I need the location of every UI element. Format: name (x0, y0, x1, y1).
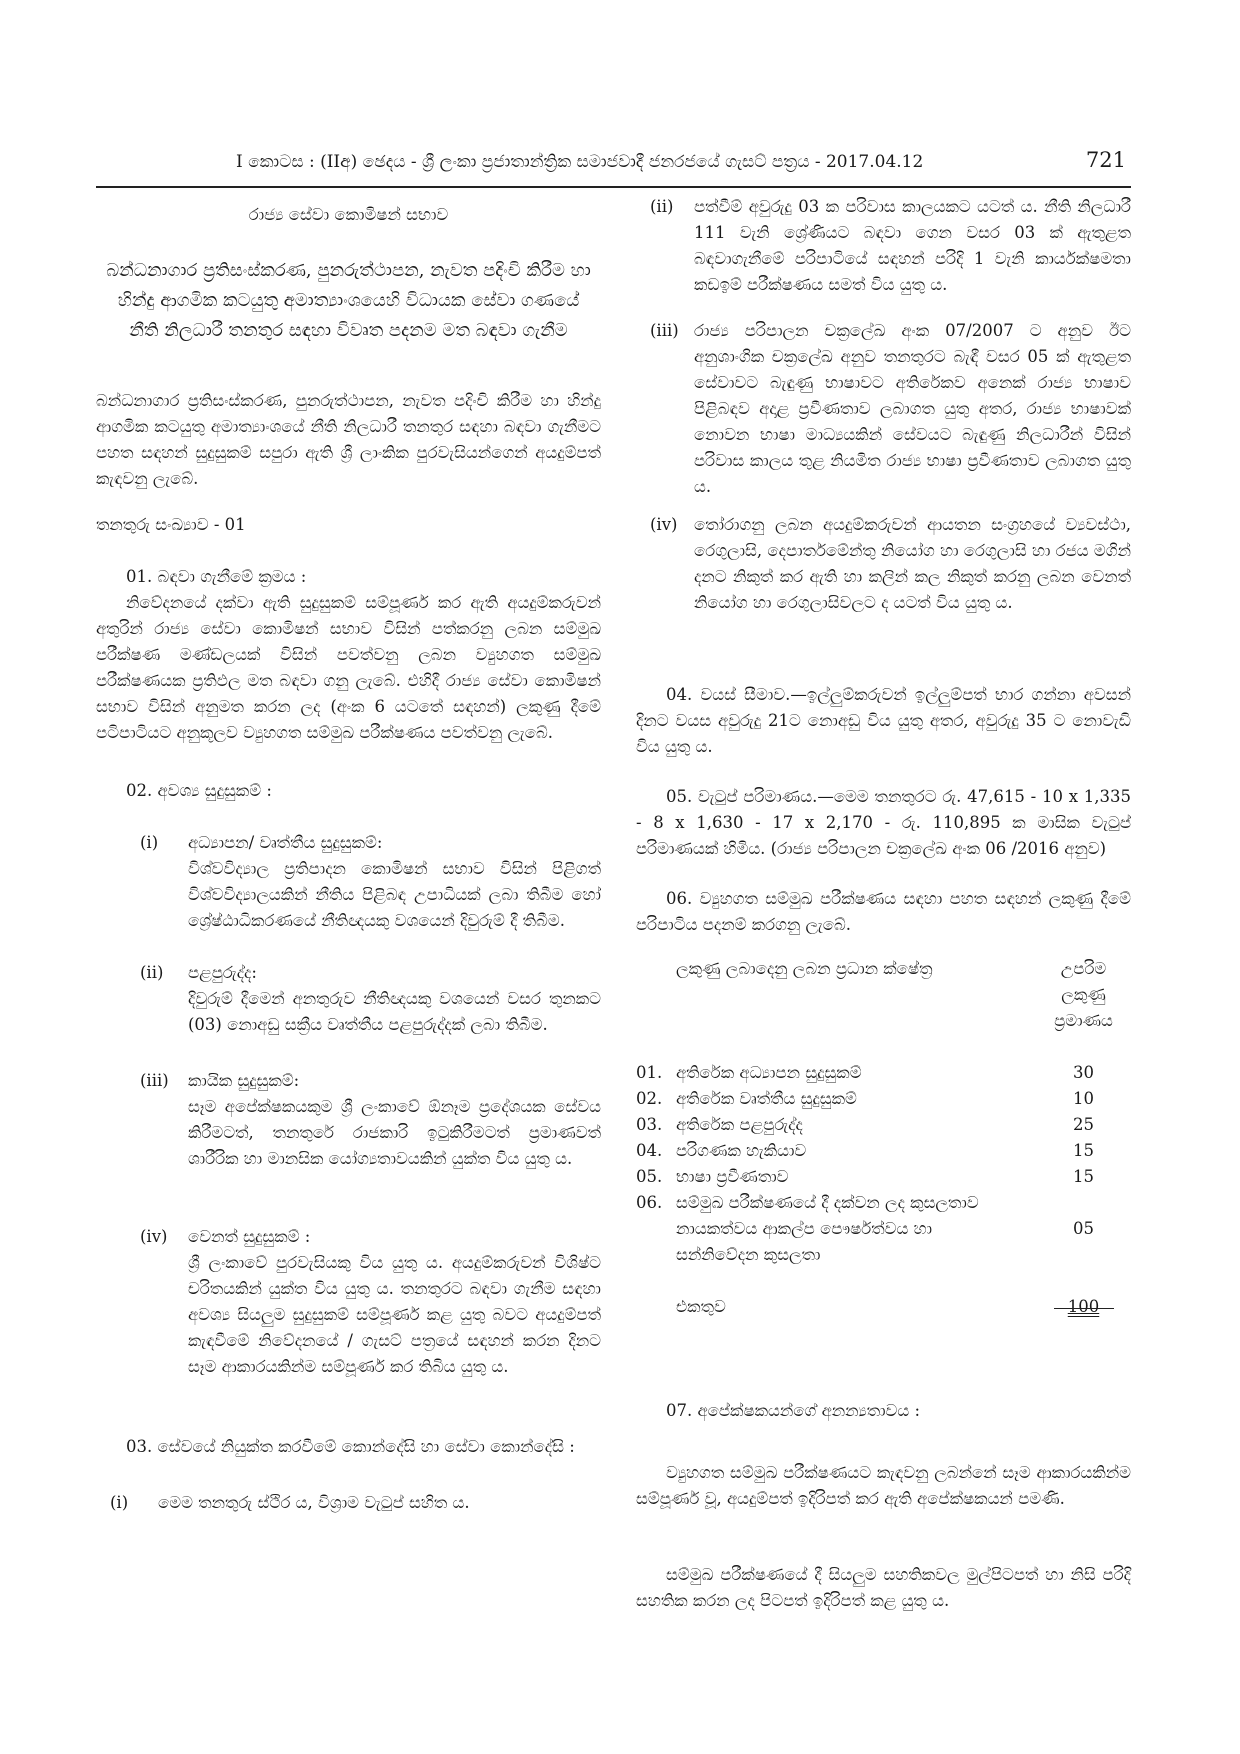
table-row: 03. අතිරේක පළපුරුද්ද 25 (636, 1115, 1094, 1134)
section-07-title: 07. අපේක්ෂකයන්ගේ අනන්‍යතාවය : (666, 1401, 921, 1420)
notice-heading: බන්ධනාගාර ප්‍රතිසංස්කරණ, පුනරුත්ථාපන, නැවත පදිංචි කිරීම හා හින්දු ආගමික කටයුතු අමාත්‍යාංශයෙහි විධායක සේවා ගණයේ නීති නිලධාරී තනතුර සඳහා විවෘත පදනම මත බඳවා ගැනීම (106, 260, 591, 341)
condition-text: පත්වීම් අවුරුදු 03 ක පරිවාස කාලයකට යටත් ය. නීති නිලධාරී 111 වැනි ශ්‍රේණියට බඳවා ගෙන වසර 03 ක් ඇතුළත බඳවාගැනීමේ පරිපාටියේ සඳහන් පරිදි 1 වැනි කාර්යක්ෂමතා කඩඉම් පරීක්ෂණය සමත් විය යුතු ය. (694, 197, 1131, 294)
section-02-title: 02. අවශ්‍ය සුදුසුකම් : (126, 781, 272, 800)
qualification-title: කායික සුදුසුකම්: (188, 1071, 300, 1090)
section-06-text: 06. ව්‍යුහගත සම්මුඛ පරීක්ෂණය සඳහා පහත සඳහන් ලකුණු දීමේ පරිපාටිය පදනම් කරගනු ලැබේ. (636, 889, 1131, 934)
qualification-title: පළපුරුද්ද: (188, 963, 257, 982)
condition-text: රාජ්‍ය පරිපාලන චක්‍රලේඛ අංක 07/2007 ට අනුව ඊට අනුශාංගික චක්‍රලේඛ අනුව තනතුරට බැඳී වසර 05 ක් ඇතුළත සේවාවට බැඳුණු භාෂාවට අතිරේකව අනෙක් රාජ්‍ය භාෂාව පිළිබඳව අදාළ ප්‍රවීණතාව ලබාගත යුතු අතර, රාජ්‍ය භාෂාවක් නොවන භාෂා මාධ්‍යයකින් සේවයට බැඳුණු නිලධාරීන් විසින් පරිවාස කාලය තුළ නියමිත රාජ්‍ය භාෂා ප්‍රවීණතාව ලබාගත යුතු ය. (694, 321, 1131, 496)
table-row: 04. පරිගණක හැකියාව 15 (636, 1141, 1094, 1160)
table-row: 05. භාෂා ප්‍රවීණතාව 15 (636, 1167, 1094, 1186)
qualification-text: සෑම අපේක්ෂකයකුම ශ්‍රී ලංකාවේ ඕනෑම ප්‍රදේශයක සේවය කිරීමටත්, තනතුරේ රාජකාරි ඉටුකිරීමටත් ප්‍රමාණවත් ශාරීරික හා මානසික යෝග්‍යතාවයකින් යුක්ත විය යුතු ය. (188, 1097, 601, 1168)
condition-number: (iii) (650, 321, 679, 340)
header-title: I කොටස : (IIඅ) ඡෙදය - ශ්‍රී ලංකා ප්‍රජාතාන්ත්‍රික සමාජවාදී ජනරජයේ ගැසට් පත්‍රය - 2017.04.12 (236, 152, 924, 172)
qualification-number: (iv) (140, 1227, 168, 1246)
table-total-row (636, 1294, 1131, 1320)
section-01-title: 01. බඳවා ගැනීමේ ක්‍රමය : (126, 567, 307, 586)
section-03-title: 03. සේවයේ නියුක්ත කරවීමේ කොන්දේසි හා සේවා කොන්දේසි : (126, 1437, 575, 1456)
qualification-number: (iii) (140, 1071, 169, 1090)
total-rule (1054, 1308, 1114, 1309)
marks-table-header (636, 956, 1131, 1034)
post-count: තනතුරු සංඛ්‍යාව - 01 (96, 515, 246, 534)
qualification-text: දිවුරුම් දීමෙන් අනතුරුව නීතිඥයකු වශයෙන් වසර තුනකට (03) නොඅඩු සක්‍රීය වෘත්තීය පළපුරුද්දක් ලබා තිබීම. (188, 989, 601, 1034)
column-header-area: ලකුණු ලබාදෙනු ලබන ප්‍රධාන ක්ෂේත්‍ර (676, 959, 933, 978)
intro-paragraph: බන්ධනාගාර ප්‍රතිසංස්කරණ, පුනරුත්ථාපන, නැවත පදිංචි කිරීම හා හින්දු ආගමික කටයුතු අමාත්‍යාංශයේ නීති නිලධාරී තනතුර සඳහා බඳවා ගැනීමට පහත සඳහන් සුදුසුකම් සපුරා ඇති ශ්‍රී ලාංකික පුරවැසියන්ගෙන් අයදුම්පත් කැඳවනු ලැබේ. (96, 391, 601, 488)
total-label: එකතුව (676, 1297, 726, 1316)
condition-number: (iv) (650, 515, 678, 534)
qualification-text: විශ්වවිද්‍යාල ප්‍රතිපාදන කොමිෂන් සභාව විසින් පිළිගත් විශ්වවිද්‍යාලයකින් නීතිය පිළිබඳ උපාධියක් ලබා තිබීම හෝ ශ්‍රේෂ්ඨාධිකරණයේ නීතිඥයකු වශයෙන් දිවුරුම් දී තිබීම. (188, 859, 601, 930)
condition-text: තෝරාගනු ලබන අයදුම්කරුවන් ආයතන සංග්‍රහයේ ව්‍යවස්ථා, රෙගුලාසි, දෙපාර්තමේන්තු නියෝග හා රෙගුලාසි හා රජය මගින් දනට නිකුත් කර ඇති හා කලින් කල නිකුත් කරනු ලබන වෙනත් නියෝග හා රෙගුලාසිවලට ද යටත් විය යුතු ය. (694, 515, 1131, 612)
commission-name: රාජ්‍ය සේවා කොමිෂන් සභාව (248, 205, 449, 224)
section-05-text: 05. වැටුප් පරිමාණය.—මෙම තනතුරට රු. 47,615 - 10 x 1,335 - 8 x 1,630 - 17 x 2,170 - රු. 110,895 ක මාසික වැටුප් පරිමාණයක් හිමිය. (රාජ්‍ය පරිපාලන චක්‍රලේඛ අංක 06 /2016 අනුව) (636, 787, 1131, 858)
marks-table (636, 956, 1131, 1320)
qualification-title: වෙනත් සුදුසුකම් : (188, 1227, 311, 1246)
column-header-max: උපරිම ලකුණු ප්‍රමාණය (1054, 959, 1113, 1030)
header-rule (96, 186, 1131, 188)
section-07-paragraph-1: ව්‍යුහගත සම්මුඛ පරීක්ෂණයට කැඳවනු ලබන්නේ සෑම ආකාරයකින්ම සම්පූර්ණ වූ, අයදුම්පත් ඉදිරිපත් කර ඇති අපේක්ෂකයන් පමණි. (636, 1463, 1131, 1508)
qualification-text: ශ්‍රී ලංකාවේ පුරවැසියකු විය යුතු ය. අයදුම්කරුවන් විශිෂ්ට චරිතයකින් යුක්ත විය යුතු ය. තනතුරට බඳවා ගැනීම සඳහා අවශ්‍ය සියලුම සුදුසුකම් සම්පූර්ණ කළ යුතු බවට අයදුම්පත් කැඳවීමේ නිවේදනයේ / ගැසට් පත්‍රයේ සඳහන් කරන දිනට සෑම ආකාරයකින්ම සම්පූර්ණ කර තිබිය යුතු ය. (188, 1253, 601, 1376)
condition-number: (i) (110, 1493, 129, 1512)
qualification-number: (i) (140, 833, 159, 852)
qualification-number: (ii) (140, 963, 164, 982)
condition-text: මෙම තනතුරු ස්ථිර ය, විශ්‍රාම වැටුප් සහිත ය. (158, 1493, 470, 1512)
total-value: 100 (1067, 1297, 1100, 1316)
section-07-paragraph-2: සම්මුඛ පරීක්ෂණයේ දී සියලුම සහතිකවල මුල්පිටපත් හා නිසි පරිදි සහතික කරන ලද පිටපත් ඉදිරිපත් කළ යුතු ය. (636, 1565, 1131, 1610)
condition-number: (ii) (650, 197, 674, 216)
qualification-title: අධ්‍යාපන/ වෘත්තීය සුදුසුකම්: (188, 833, 383, 852)
table-row: 06. සම්මුඛ පරීක්ෂණයේ දී දක්වන ලද කුසලතාව නායකත්වය ආකල්ප පෞර්ෂත්වය හා සන්නිවේදන කුසලතා 05 (636, 1193, 1094, 1264)
section-04-text: 04. වයස් සීමාව.—ඉල්ලුම්කරුවන් ඉල්ලුම්පත් භාර ගන්නා අවසන් දිනට වයස අවුරුදු 21ට නොඅඩු විය යුතු අතර, අවුරුදු 35 ට නොවැඩි විය යුතු ය. (636, 685, 1131, 756)
page-number: 721 (1085, 148, 1126, 172)
table-row: 02. අතිරේක වෘත්තීය සුදුසුකම් 10 (636, 1089, 1094, 1108)
section-01-text: නිවේදනයේ දක්වා ඇති සුදුසුකම් සම්පූර්ණ කර ඇති අයදුම්කරුවන් අතුරින් රාජ්‍ය සේවා කොමිෂන් සභාව විසින් පත්කරනු ලබන සම්මුඛ පරීක්ෂණ මණ්ඩලයක් විසින් පවත්වනු ලබන ව්‍යුහගත සම්මුඛ පරීක්ෂණයක ප්‍රතිඵල මත බඳවා ගනු ලැබේ. එහිදී රාජ්‍ය සේවා කොමිෂන් සභාව විසින් අනුමත කරන ලද (අංක 6 යටතේ සඳහන්) ලකුණු දීමේ පටිපාටියට අනුකූලව ව්‍යුහගත සම්මුඛ පරීක්ෂණය පවත්වනු ලැබේ. (96, 593, 601, 742)
table-row: 01. අතිරේක අධ්‍යාපන සුදුසුකම් 30 (636, 1063, 1094, 1082)
